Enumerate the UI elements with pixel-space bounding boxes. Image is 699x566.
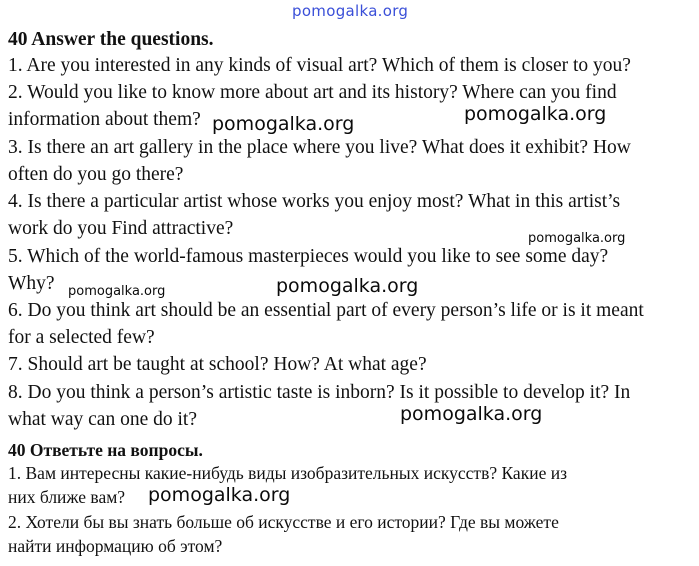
russian-heading: 40 Ответьте на вопросы. [8, 440, 203, 460]
english-heading: 40 Answer the questions. [8, 29, 214, 50]
question-line: 4. Is there a particular artist whose works you enjoy most? What in this artist’s [8, 191, 621, 212]
watermark: pomogalka.org [528, 231, 626, 246]
question-line: 5. Which of the world-famous masterpieces would you like to see some day? [8, 246, 609, 267]
watermark: pomogalka.org [212, 113, 355, 135]
question-line: work do you Find attractive? [8, 218, 234, 239]
watermark: pomogalka.org [464, 103, 607, 125]
watermark-top: pomogalka.org [292, 2, 409, 20]
question-line: 2. Would you like to know more about art and its history? Where can you find [8, 82, 617, 103]
question-line: 8. Do you think a person’s artistic taste is inborn? Is it possible to develop it? In [8, 382, 631, 403]
watermark: pomogalka.org [400, 403, 543, 425]
russian-question-line: них ближе вам? [8, 487, 126, 507]
russian-question-line: 2. Хотели бы вы знать больше об искусстве и его истории? Где вы можете [8, 512, 559, 532]
question-line: often do you go there? [8, 164, 184, 185]
question-line: for a selected few? [8, 327, 155, 348]
question-line: Why? [8, 273, 55, 294]
watermark: pomogalka.org [148, 484, 291, 506]
question-line: information about them? [8, 109, 201, 130]
question-line: 3. Is there an art gallery in the place where you live? What does it exhibit? How [8, 137, 631, 158]
question-line: what way can one do it? [8, 409, 197, 430]
watermark: pomogalka.org [276, 275, 419, 297]
question-line: 7. Should art be taught at school? How? At what age? [8, 354, 427, 375]
russian-question-line: 1. Вам интересны какие-нибудь виды изобразительных искусств? Какие из [8, 463, 567, 483]
watermark: pomogalka.org [68, 284, 166, 299]
question-line: 1. Are you interested in any kinds of visual art? Which of them is closer to you? [8, 55, 631, 76]
question-line: 6. Do you think art should be an essential part of every person’s life or is it meant [8, 300, 644, 321]
russian-question-line: найти информацию об этом? [8, 536, 223, 556]
